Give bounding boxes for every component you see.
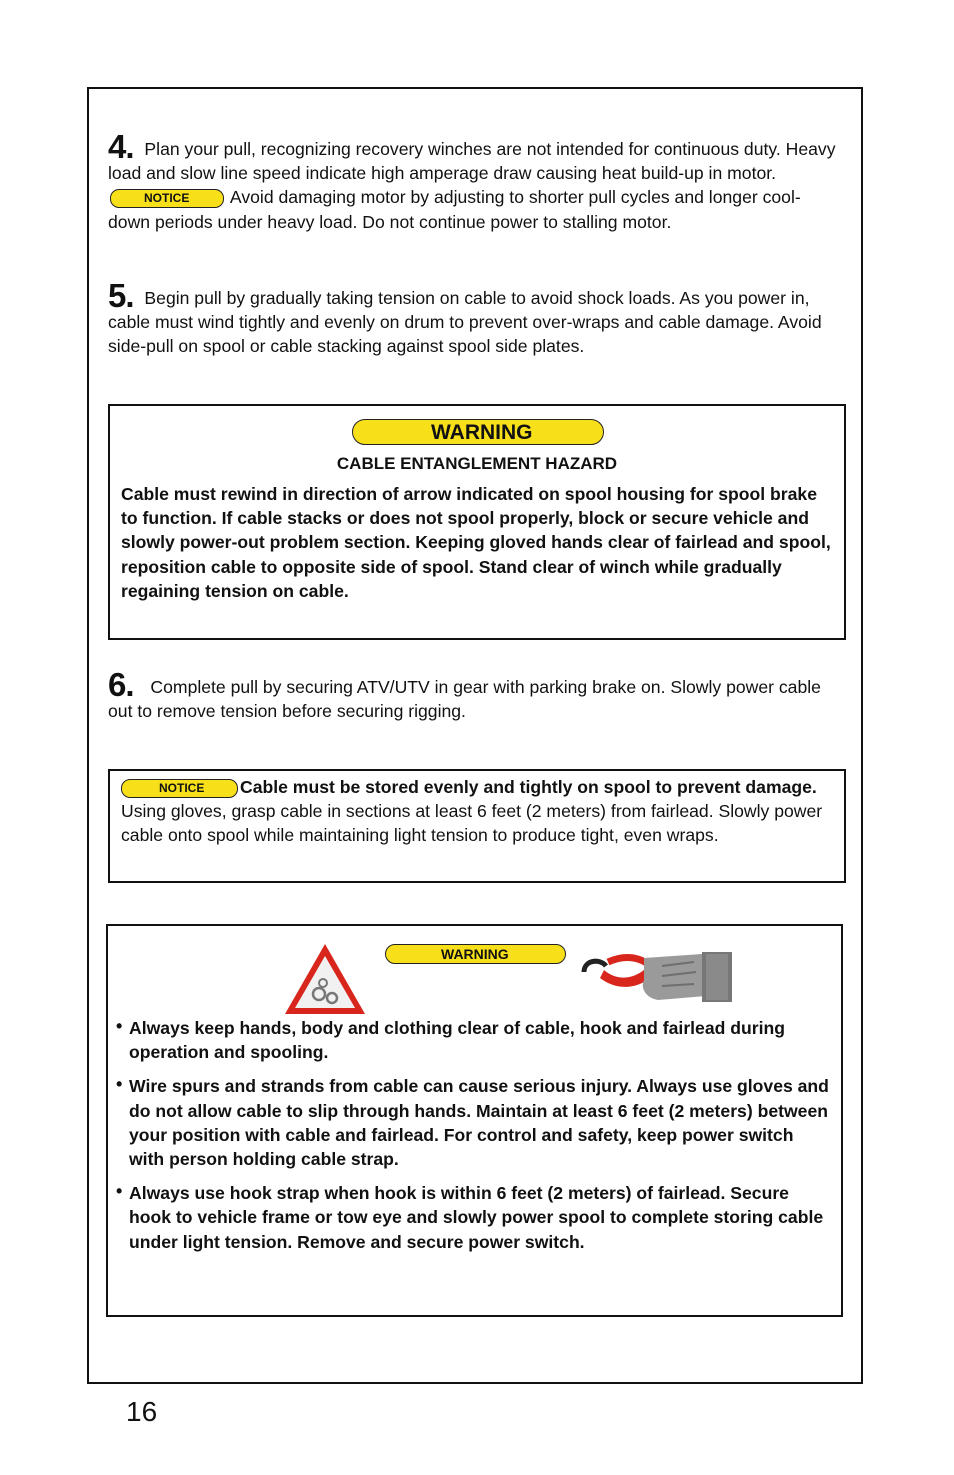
notice-text-block	[121, 775, 833, 848]
entanglement-hazard-icon	[283, 942, 367, 1016]
bullet-icon: •	[116, 1016, 123, 1036]
warning-label: WARNING	[441, 946, 509, 962]
hazard-heading: CABLE ENTANGLEMENT HAZARD	[336, 454, 618, 473]
step-text: Plan your pull, recognizing recovery winches are not intended for continuous duty. Heavy load and slow line speed indicate high amperage draw causing heat build-up in motor.	[108, 139, 836, 184]
page-number: 16	[126, 1396, 158, 1427]
list-item	[116, 1181, 832, 1254]
step-number: 6.	[108, 666, 134, 703]
warning-badge	[352, 419, 604, 445]
step-6	[108, 666, 838, 723]
list-item	[116, 1016, 832, 1064]
warning-badge	[385, 944, 566, 964]
bullet-text: Always use hook strap when hook is within 6 feet (2 meters) of fairlead. Secure hook to vehicle frame or tow eye and slowly power spool to complete storing cable under light tension. Remove and secure power switch.	[129, 1183, 824, 1252]
step-text: Complete pull by securing ATV/UTV in gear with parking brake on. Slowly power cable out to remove tension before securing rigging.	[108, 677, 821, 722]
bullet-icon: •	[116, 1074, 123, 1095]
notice-bold-text: Cable must be stored evenly and tightly on spool to prevent damage.	[240, 777, 817, 797]
step-text-continued: Avoid damaging motor by adjusting to shorter pull cycles and longer cool-down periods under heavy load. Do not continue power to stalling motor.	[108, 187, 801, 232]
step-number: 5.	[108, 277, 134, 314]
step-number: 4.	[108, 128, 134, 165]
notice-label: NOTICE	[144, 191, 190, 206]
notice-text: Using gloves, grasp cable in sections at least 6 feet (2 meters) from fairlead. Slowly power cable onto spool while maintaining light tension to produce tight, even wraps.	[121, 801, 823, 846]
list-item	[116, 1074, 832, 1171]
bullet-text: Always keep hands, body and clothing clear of cable, hook and fairlead during operation and spooling.	[129, 1018, 785, 1063]
notice-badge	[110, 189, 224, 208]
step-4	[108, 128, 838, 234]
warning-bullet-list	[116, 1016, 832, 1264]
cable-entanglement-warning-box	[108, 404, 846, 640]
step-text: Begin pull by gradually taking tension on cable to avoid shock loads. As you power in, cable must wind tightly and evenly on drum to prevent over-wraps and cable damage. Avoid side-pull on spool or cable stacking against spool side plates.	[108, 288, 822, 357]
notice-badge	[121, 779, 238, 798]
hand-hook-strap-icon	[578, 952, 734, 1004]
bullet-text: Wire spurs and strands from cable can cause serious injury. Always use gloves and do not allow cable to slip through hands. Maintain at least 6 feet (2 meters) between your position with cable and fairlead. For control and safety, keep power switch with person holding cable strap.	[129, 1076, 829, 1170]
warning-label: WARNING	[431, 421, 533, 444]
warning-body: Cable must rewind in direction of arrow indicated on spool housing for spool brake to function. If cable stacks or does not spool properly, block or secure vehicle and slowly power-out problem section. Keeping gloved hands clear of fairlead and spool, reposition cable to opposite side of spool. Stand clear of winch while gradually regaining tension on cable.	[121, 484, 831, 601]
notice-label: NOTICE	[159, 780, 205, 795]
step-5	[108, 277, 838, 359]
cable-storage-notice-box	[108, 769, 846, 883]
bullet-icon: •	[116, 1181, 123, 1202]
